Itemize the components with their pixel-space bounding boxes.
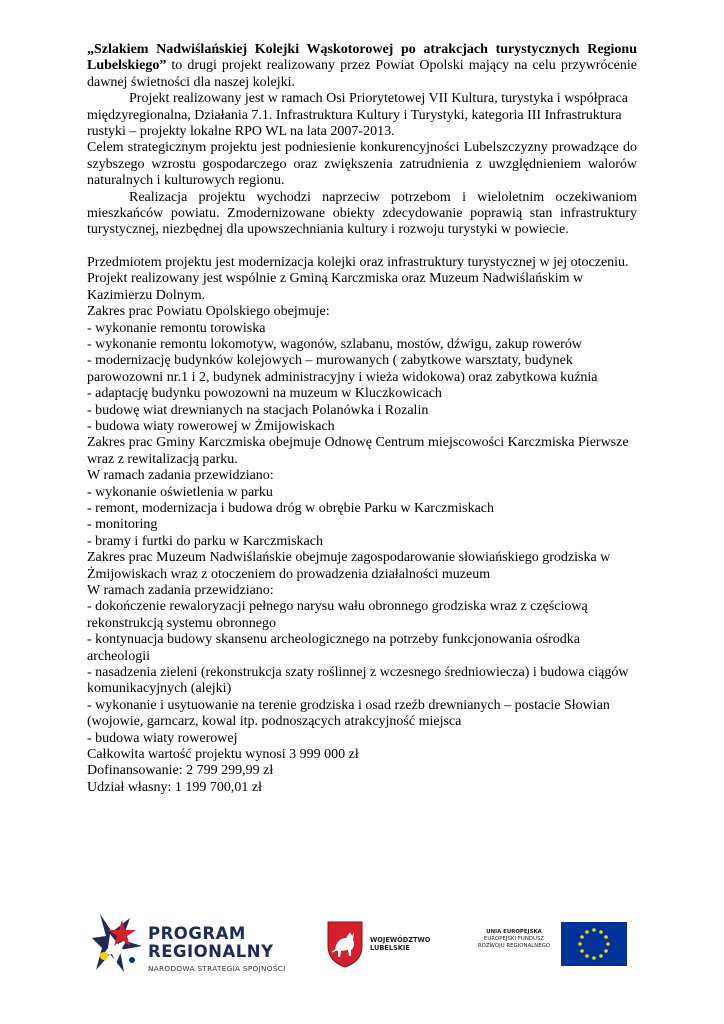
realization-paragraph: Realizacja projektu wychodzi naprzeciw potrzebom i wieloletnim oczekiwaniom mieszkańców powiatu. Zmodernizowane obiekty zdecydowanie poprawią stan infrastruktury turystycznej, niezbędnej dla upowszechniania kultury i rozwoju turystyki w powiecie. bbox=[87, 189, 637, 238]
list-item: - remont, modernizacja i budowa dróg w obrębie Parku w Karczmiskach bbox=[87, 500, 495, 516]
priority-paragraph: Projekt realizowany jest w ramach Osi Priorytetowej VII Kultura, turystyka i współpraca międzyregionalna, Działania 7.1. Infrastruktura Kultury i Turystyki, kategoria III Infrastruktura rustyki – projekty lokalne RPO WL na lata 2007-2013. bbox=[87, 91, 628, 140]
list-item: - budowa wiaty rowerowej bbox=[87, 730, 238, 746]
program-line-1: PROGRAM bbox=[148, 924, 246, 943]
footer-logos bbox=[0, 900, 724, 990]
muzeum-scope-paragraph: Zakres prac Muzeum Nadwiślańskie obejmuje zagospodarowanie słowiańskiego grodziska w Żmijowiskach wraz z otoczeniem do prowadzenia działalności muzeum bbox=[87, 550, 611, 582]
ue-text-block bbox=[470, 929, 558, 950]
list-item: - wykonanie oświetlenia w parku bbox=[87, 484, 273, 500]
list-item: - bramy i furtki do parku w Karczmiskach bbox=[87, 533, 323, 549]
list-item: - budowę wiat drewnianych na stacjach Polanówka i Rozalin bbox=[87, 402, 429, 418]
gmina-scope-paragraph: Zakres prac Gminy Karczmiska obejmuje Odnowę Centrum miejscowości Karczmiska Pierwsze wraz z rewitalizacją parku. bbox=[87, 435, 629, 467]
powiat-scope-heading: Zakres prac Powiatu Opolskiego obejmuje: bbox=[87, 304, 330, 320]
own-share: Udział własny: 1 199 700,01 zł bbox=[87, 779, 262, 795]
list-item: - wykonanie remontu lokomotyw, wagonów, szlabanu, mostów, dźwigu, zakup rowerów bbox=[87, 336, 582, 352]
subject-paragraph: Przedmiotem projektu jest modernizacja kolejki oraz infrastruktury turystycznej w jej otoczeniu. bbox=[87, 254, 629, 270]
list-item: - modernizację budynków kolejowych – murowanych ( zabytkowe warsztaty, budynek parowozowni nr.1 i 2, budynek administracyjny i wieża widokowa) oraz zabytkowa kuźnia bbox=[87, 353, 598, 385]
gmina-tasks-heading: W ramach zadania przewidziano: bbox=[87, 468, 274, 484]
program-line-2: REGIONALNY bbox=[148, 942, 274, 961]
list-item: - adaptację budynku powozowni na muzeum w Kluczkowicach bbox=[87, 386, 442, 402]
program-regionalny-text bbox=[148, 925, 286, 973]
intro-rest: to drugi projekt realizowany przez Powiat Opolski mający na celu przywrócenie dawnej świetności dla naszej kolejki. bbox=[87, 58, 637, 90]
program-line-3: NARODOWA STRATEGIA SPÓJNOŚCI bbox=[148, 964, 286, 973]
ue-line-1: UNIA EUROPEJSKA bbox=[486, 929, 542, 935]
document-body bbox=[87, 42, 637, 796]
goal-paragraph: Celem strategicznym projektu jest podniesienie konkurencyjności Lubelszczyzny prowadzące do szybszego wzrostu gospodarczego oraz zwiększenia zatrudnienia z uwzględnieniem walorów naturalnych i kulturowych regionu. bbox=[87, 140, 637, 189]
program-regionalny-logo bbox=[92, 912, 312, 978]
list-item: - monitoring bbox=[87, 517, 158, 533]
project-title: „Szlakiem Nadwiślańskiej Kolejki Wąskotorowej po atrakcjach turystycznych Regionu Lubelskiego” bbox=[87, 42, 637, 74]
partners-paragraph: Projekt realizowany jest wspólnie z Gminą Karczmiska oraz Muzeum Nadwiślańskim w Kazimierzu Dolnym. bbox=[87, 271, 584, 303]
eu-flag-icon bbox=[561, 922, 627, 966]
list-item: - kontynuacja budowy skansenu archeologicznego na potrzeby funkcjonowania ośrodka archeologii bbox=[87, 632, 580, 664]
total-value: Całkowita wartość projektu wynosi 3 999 000 zł bbox=[87, 747, 359, 763]
lublin-coat-of-arms-icon bbox=[326, 920, 364, 968]
paragraph-gap bbox=[87, 239, 637, 255]
intro-paragraph bbox=[87, 42, 637, 91]
wojewodztwo-lubelskie-logo bbox=[326, 920, 436, 972]
program-regionalny-star-logo bbox=[92, 912, 144, 978]
ue-line-2: EUROPEJSKI FUNDUSZ bbox=[483, 936, 545, 942]
woj-line-1: WOJEWÓDZTWO bbox=[370, 936, 431, 944]
list-item: - wykonanie remontu torowiska bbox=[87, 320, 266, 336]
woj-line-2: LUBELSKIE bbox=[370, 944, 410, 952]
list-item: - wykonanie i usytuowanie na terenie grodziska i osad rzeźb drewnianych – postacie Słowian (wojowie, garncarz, kowal itp. podnoszących atrakcyjność miejsca bbox=[87, 697, 610, 730]
muzeum-tasks-heading: W ramach zadania przewidziano: bbox=[87, 583, 274, 598]
cofinancing: Dofinansowanie: 2 799 299,99 zł bbox=[87, 763, 274, 779]
wojewodztwo-text bbox=[370, 936, 430, 952]
list-item: - dokończenie rewaloryzacji pełnego narysu wału obronnego grodziska wraz z częściową rekonstrukcją systemu obronnego bbox=[87, 599, 588, 631]
ue-line-3: ROZWOJU REGIONALNEGO bbox=[477, 943, 551, 949]
list-item: - nasadzenia zieleni (rekonstrukcja szaty roślinnej z wczesnego średniowiecza) i budowa ciągów komunikacyjnych (alejki) bbox=[87, 665, 629, 697]
list-item: - budowa wiaty rowerowej w Żmijowiskach bbox=[87, 418, 335, 434]
